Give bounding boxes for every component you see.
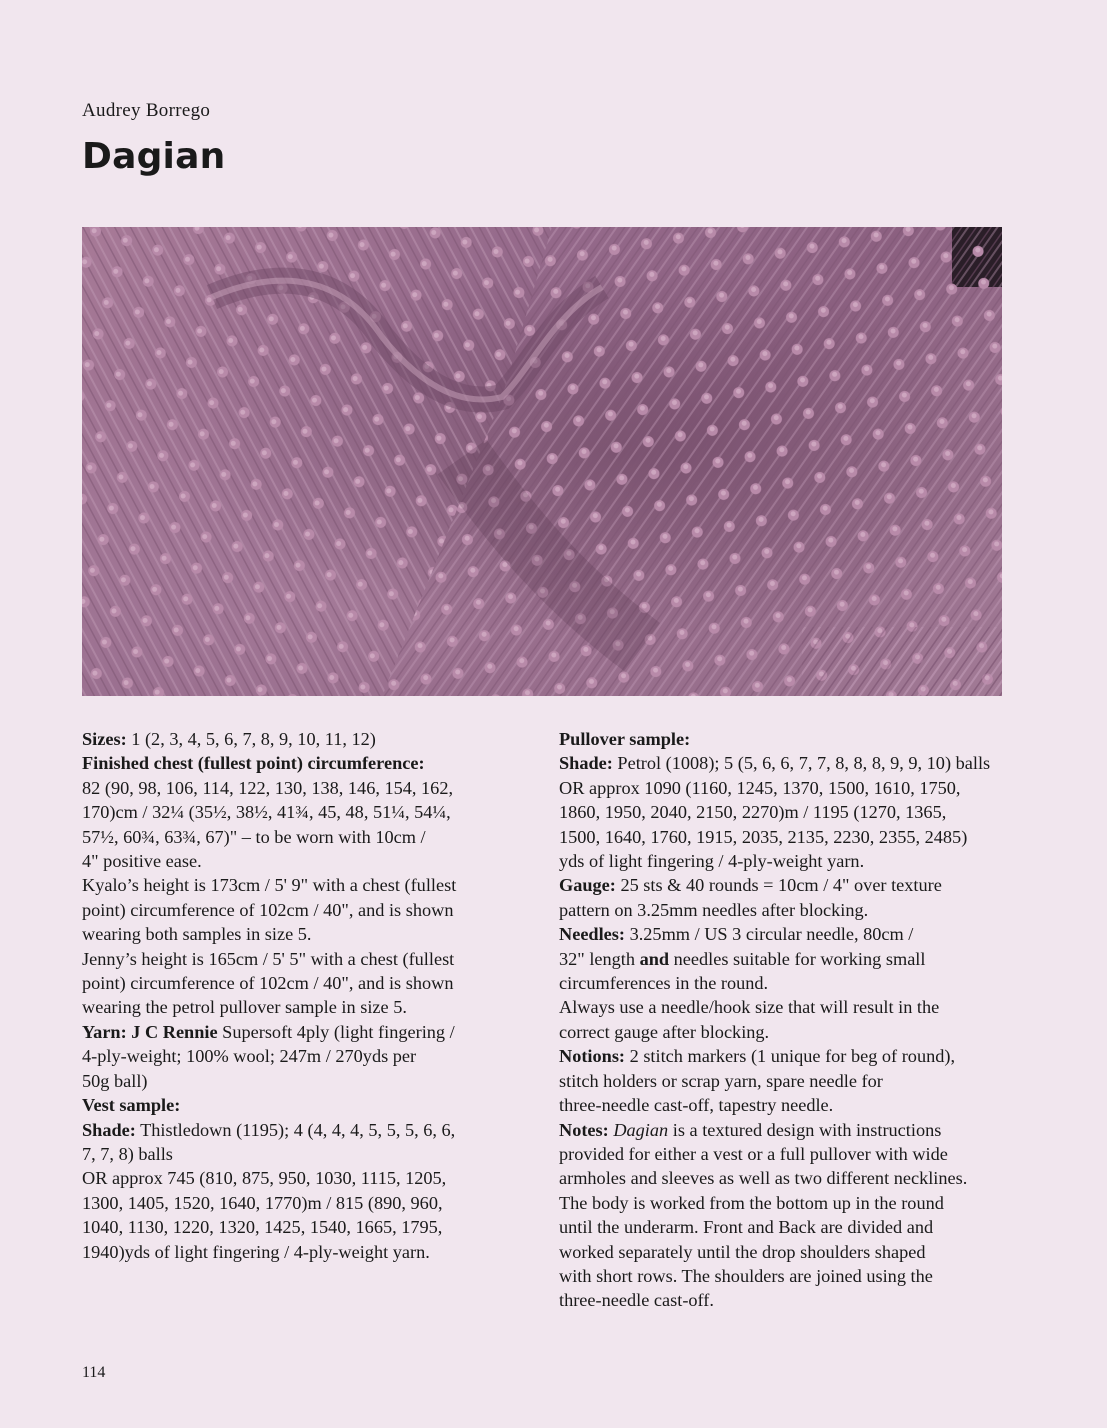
right-column: Pullover sample: Shade: Petrol (1008); 5 (5, 6, 6, 7, 7, 8, 8, 8, 9, 9, 10) balls OR approx 1090 (1160, 1245, 1370, 1500, 1610, 1750, 1860, 1950, 2040, 2150, 2270)m / 1195 (1270, 1365, 1500, 1640, 1760, 1915, 2035, 2135, 2230, 2355, 2485) yds of light fingering / 4-ply-weight yarn. Gauge: 25 sts & 40 rounds = 10cm / 4" over texture pattern on 3.25mm needles after blocking. Needles: 3.25mm / US 3 circular needle, 80cm / 32" length and needles suitable for working small circumferences in the round. Always use a needle/hook size that will result in the correct gauge after blocking. Notions: 2 stitch markers (1 unique for beg of round), stitch holders or scrap yarn, spare needle for three-needle cast-off, tapestry needle. Notes: Dagian is a textured design with instructions provided for either a vest or a full pullover with wide armholes and sleeves as well as two different necklines. The body is worked from the bottom up in the round until the underarm. Front and Back are divided and worked separately until the drop shoulders shaped with short rows. The shoulders are joined using the three-needle cast-off.: [559, 729, 991, 1311]
vest-shade-label: Shade:: [82, 1119, 136, 1140]
knit-texture-icon: [82, 227, 1002, 696]
pattern-title: Dagian: [82, 136, 226, 177]
sizes-label: Sizes:: [82, 729, 127, 749]
notions-label: Notions:: [559, 1046, 626, 1067]
gauge-label: Gauge:: [559, 875, 616, 896]
needles-label: Needles:: [559, 924, 625, 945]
pullover-shade-label: Shade:: [559, 753, 613, 774]
designer-name: Audrey Borrego: [82, 100, 211, 121]
vest-sample-label: Vest sample:: [82, 1095, 181, 1116]
left-column: Sizes: 1 (2, 3, 4, 5, 6, 7, 8, 9, 10, 11, 12) Finished chest (fullest point) circumference: 82 (90, 98, 106, 114, 122, 130, 138, 146, 154, 162, 170)cm / 32¼ (35½, 38½, 41¾, 45, 48, 51¼, 54¼, 57½, 60¾, 63¾, 67)" – to be worn with 10cm / 4" positive ease. Kyalo’s height is 173cm / 5' 9" with a chest (fullest point) circumference of 102cm / 40", and is shown wearing both samples in size 5. Jenny’s height is 165cm / 5' 5" with a chest (fullest point) circumference of 102cm / 40", and is shown wearing the petrol pullover sample in size 5. Yarn: J C Rennie Supersoft 4ply (light fingering / 4-ply-weight; 100% wool; 247m / 270yds per 50g ball) Vest sample: Shade: Thistledown (1195); 4 (4, 4, 4, 5, 5, 5, 6, 6, 7, 7, 8) balls OR approx 745 (810, 875, 950, 1030, 1115, 1205, 1300, 1405, 1520, 1640, 1770)m / 815 (890, 960, 1040, 1130, 1220, 1320, 1425, 1540, 1665, 1795, 1940)yds of light fingering / 4-ply-weight yarn.: [82, 727, 512, 1264]
chest-label: Finished chest (fullest point) circumference:: [82, 753, 425, 774]
sizes-line: Sizes: 1 (2, 3, 4, 5, 6, 7, 8, 9, 10, 11, 12): [82, 729, 376, 749]
page-number: 114: [82, 1364, 106, 1381]
sweater-photo: [82, 227, 1002, 696]
notes-label: Notes:: [559, 1119, 609, 1140]
yarn-label: Yarn: J C Rennie: [82, 1021, 218, 1042]
yarn-line: Yarn: J C Rennie Supersoft 4ply (light fingering /: [82, 1021, 455, 1042]
pullover-sample-label: Pullover sample:: [559, 729, 691, 749]
